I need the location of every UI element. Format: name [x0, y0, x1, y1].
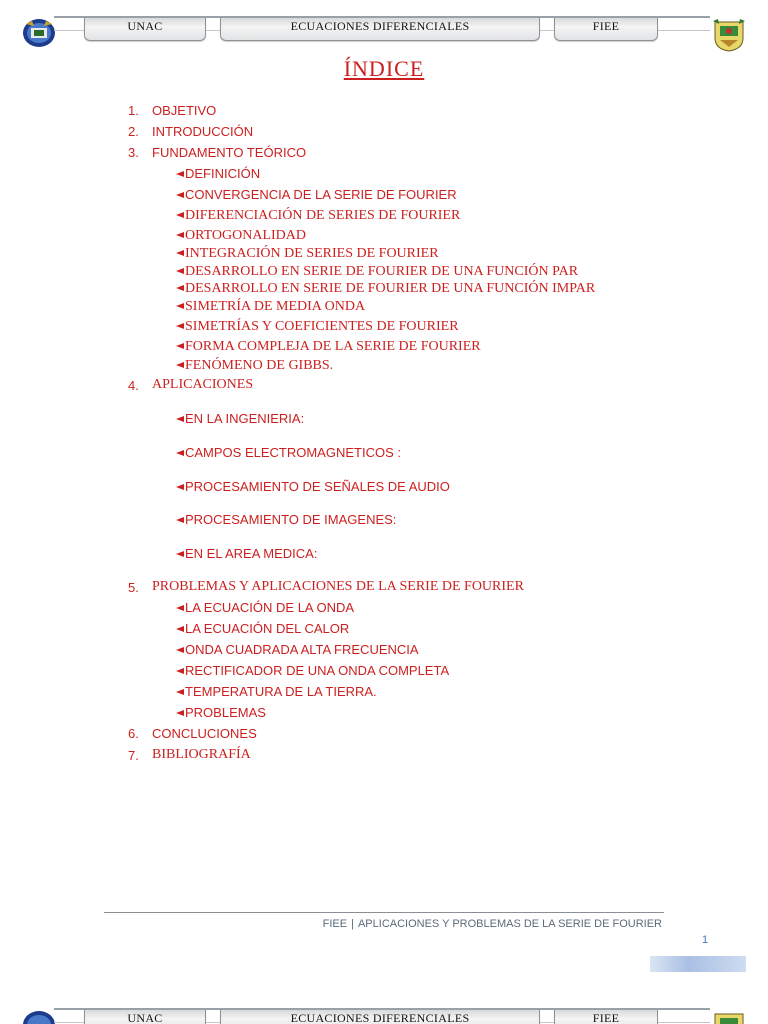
toc-subitem: [176, 187, 457, 203]
toc-number-1: 1.: [128, 103, 139, 118]
toc-subitem: [176, 546, 317, 562]
toc-subitem-label: ONDA CUADRADA ALTA FRECUENCIA: [185, 642, 419, 657]
toc-subitem: [176, 663, 449, 679]
arrow-left-icon: [176, 303, 184, 309]
arrow-left-icon: [176, 450, 184, 456]
header-unac-label: UNAC: [127, 19, 163, 33]
toc-subitem-label: RECTIFICADOR DE UNA ONDA COMPLETA: [185, 663, 450, 678]
faculty-crest-icon: [712, 18, 746, 52]
header-unac-label: UNAC: [127, 1011, 163, 1024]
toc-subitem-label: PROCESAMIENTO DE SEÑALES DE AUDIO: [185, 479, 450, 494]
header-banner: [54, 16, 710, 34]
toc-subitem-label: FENÓMENO DE GIBBS.: [185, 358, 334, 373]
arrow-left-icon: [176, 668, 184, 674]
header-unac-tab: [84, 18, 206, 41]
arrow-left-icon: [176, 232, 184, 238]
arrow-left-icon: [176, 605, 184, 611]
page-title: ÍNDICE: [343, 56, 425, 81]
toc-item-fundamento-teorico: FUNDAMENTO TEÓRICO: [152, 145, 307, 160]
arrow-left-icon: [176, 323, 184, 329]
page-footer: [323, 918, 662, 930]
arrow-left-icon: [176, 268, 184, 274]
header-banner: [54, 1008, 710, 1024]
header-fiee-label: FIEE: [592, 19, 620, 33]
arrow-left-icon: [176, 626, 184, 632]
university-crest-icon: [22, 1010, 56, 1024]
arrow-left-icon: [176, 285, 184, 291]
toc-subitem-label: ORTOGONALIDAD: [185, 228, 307, 243]
header-fiee-tab: [554, 18, 658, 41]
arrow-left-icon: [176, 484, 184, 490]
toc-subitem: [176, 512, 396, 528]
toc-number-5: 5.: [128, 580, 139, 595]
header-unac-tab: [84, 1010, 206, 1024]
arrow-left-icon: [176, 192, 184, 198]
page-number-tab: [650, 956, 746, 972]
toc-subitem: [176, 281, 595, 297]
university-crest-icon: [22, 18, 56, 48]
arrow-left-icon: [176, 343, 184, 349]
toc-item-bibliografia: BIBLIOGRAFÍA: [152, 747, 251, 762]
page-header: [0, 0, 768, 50]
arrow-left-icon: [176, 710, 184, 716]
toc-subitem-label: CAMPOS ELECTROMAGNETICOS :: [185, 445, 401, 460]
toc-item-problemas-aplicaciones: PROBLEMAS Y APLICACIONES DE LA SERIE DE FOURIER: [152, 579, 524, 594]
arrow-left-icon: [176, 551, 184, 557]
toc-subitem-label: DESARROLLO EN SERIE DE FOURIER DE UNA FUNCIÓN PAR: [185, 264, 579, 279]
header-course-tab: [220, 18, 540, 41]
footer-separator: |: [351, 918, 354, 930]
toc-subitem-label: PROCESAMIENTO DE IMAGENES:: [185, 512, 397, 527]
toc-subitem-label: FORMA COMPLEJA DE LA SERIE DE FOURIER: [185, 339, 481, 354]
toc-subitem: [176, 445, 401, 461]
header-course-label: ECUACIONES DIFERENCIALES: [290, 19, 470, 33]
toc-subitem-label: SIMETRÍAS Y COEFICIENTES DE FOURIER: [185, 319, 459, 334]
toc-subitem: [176, 339, 481, 355]
header-fiee-tab: [554, 1010, 658, 1024]
next-page-header: [0, 1008, 768, 1024]
arrow-left-icon: [176, 647, 184, 653]
footer-title: APLICACIONES Y PROBLEMAS DE LA SERIE DE FOURIER: [357, 918, 662, 930]
toc-number-3: 3.: [128, 145, 139, 160]
header-course-label: ECUACIONES DIFERENCIALES: [290, 1011, 470, 1024]
arrow-left-icon: [176, 171, 184, 177]
faculty-crest-icon: [712, 1010, 746, 1024]
toc-subitem: [176, 246, 439, 262]
toc-number-2: 2.: [128, 124, 139, 139]
footer-left-label: FIEE: [322, 918, 348, 930]
toc-subitem: [176, 479, 450, 495]
toc-subitem: [176, 319, 459, 335]
toc-subitem: [176, 600, 354, 616]
toc-subitem: [176, 684, 377, 700]
toc-subitem: [176, 642, 419, 658]
toc-subitem-label: TEMPERATURA DE LA TIERRA.: [185, 684, 377, 699]
toc-item-objetivo: OBJETIVO: [152, 103, 217, 118]
toc-subitem-label: LA ECUACIÓN DEL CALOR: [185, 621, 350, 636]
arrow-left-icon: [176, 212, 184, 218]
header-course-tab: [220, 1010, 540, 1024]
toc-subitem-label: LA ECUACIÓN DE LA ONDA: [185, 600, 355, 615]
arrow-left-icon: [176, 362, 184, 368]
toc-subitem: [176, 166, 260, 182]
toc-subitem: [176, 228, 306, 244]
toc-subitem-label: EN EL AREA MEDICA:: [185, 546, 318, 561]
toc-item-concluciones: CONCLUCIONES: [152, 726, 257, 741]
toc-subitem: [176, 208, 460, 224]
toc-subitem-label: DIFERENCIACIÓN DE SERIES DE FOURIER: [185, 208, 461, 223]
arrow-left-icon: [176, 517, 184, 523]
toc-subitem: [176, 705, 266, 721]
toc-number-7: 7.: [128, 748, 139, 763]
toc-subitem-label: CONVERGENCIA DE LA SERIE DE FOURIER: [185, 187, 457, 202]
toc-subitem: [176, 264, 578, 280]
toc-number-6: 6.: [128, 726, 139, 741]
toc-subitem: [176, 621, 349, 637]
toc-subitem: [176, 411, 304, 427]
header-fiee-label: FIEE: [592, 1011, 620, 1024]
toc-subitem-label: EN LA INGENIERIA:: [185, 411, 305, 426]
toc-subitem-label: DESARROLLO EN SERIE DE FOURIER DE UNA FUNCIÓN IMPAR: [185, 281, 596, 296]
toc-subitem-label: DEFINICIÓN: [185, 166, 261, 181]
toc-item-introduccion: INTRODUCCIÓN: [152, 124, 254, 139]
toc-subitem: [176, 299, 365, 315]
footer-rule: [104, 912, 664, 913]
toc-subitem-label: INTEGRACIÓN DE SERIES DE FOURIER: [185, 246, 439, 261]
toc-item-aplicaciones: APLICACIONES: [152, 377, 254, 392]
toc-number-4: 4.: [128, 378, 139, 393]
toc-subitem-label: SIMETRÍA DE MEDIA ONDA: [185, 299, 366, 314]
toc-subitem-label: PROBLEMAS: [185, 705, 266, 720]
arrow-left-icon: [176, 689, 184, 695]
toc-subitem: [176, 358, 333, 374]
page-number: 1: [702, 934, 709, 946]
arrow-left-icon: [176, 416, 184, 422]
arrow-left-icon: [176, 250, 184, 256]
